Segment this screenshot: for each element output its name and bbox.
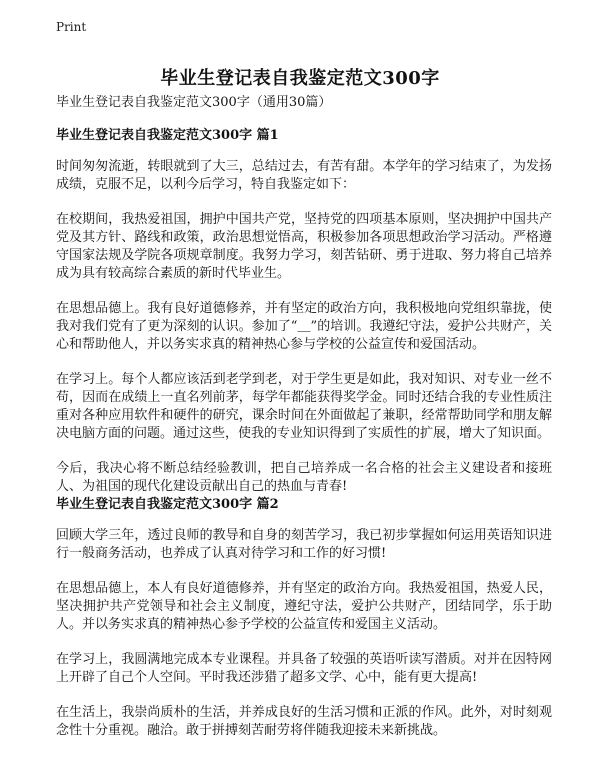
paragraph: 在学习上，我圆满地完成本专业课程。并具备了较强的英语听读写潜质。对并在因特网上开辟了自己个人空间。平时我还涉猎了超多文学、心中，能有更大提高! [56, 652, 552, 685]
paragraph: 时间匆匆流逝，转眼就到了大三，总结过去，有苦有甜。本学年的学习结束了，为发扬成绩，克服不足，以利今后学习，特自我鉴定如下： [56, 159, 552, 192]
section-1 [56, 127, 552, 496]
section-2 [56, 496, 552, 740]
section-heading: 毕业生登记表自我鉴定范文300字 篇1 [56, 128, 279, 143]
paragraph: 在校期间，我热爱祖国，拥护中国共产党，坚持党的四项基本原则，坚决拥护中国共产党及其方针、路线和政策，政治思想觉悟高，积极参加各项思想政治学习活动。严格遵守国家法规及学院各项规章制度。我努力学习，刻苦钻研、勇于进取、努力将自己培养成为具有较高综合素质的新时代毕业生。 [56, 212, 552, 281]
paragraph: 在思想品德上，本人有良好道德修养，并有坚定的政治方向。我热爱祖国，热爱人民，坚决拥护共产党领导和社会主义制度，遵纪守法，爱护公共财产，团结同学，乐于助人。并以务实求真的精神热心参予学校的公益宣传和爱国主义活动。 [56, 581, 552, 632]
section-heading: 毕业生登记表自我鉴定范文300字 篇2 [56, 497, 279, 512]
paragraph: 在生活上，我崇尚质朴的生活，并养成良好的生活习惯和正派的作风。此外，对时刻观念性十分重视。融洽。敢于拼搏刻苦耐劳将伴随我迎接未来新挑战。 [56, 705, 552, 738]
document-subtitle: 毕业生登记表自我鉴定范文300字（通用30篇） [56, 95, 332, 110]
paragraph: 今后，我决心将不断总结经验教训，把自己培养成一名合格的社会主义建设者和接班人、为祖国的现代化建设贡献出自己的热血与青春! [56, 461, 552, 494]
paragraph: 回顾大学三年，透过良师的教导和自身的刻苦学习，我已初步掌握如何运用英语知识进行一般商务活动，也养成了认真对待学习和工作的好习惯! [56, 528, 552, 561]
document-content [56, 94, 552, 740]
paragraph: 在思想品德上。我有良好道德修养，并有坚定的政治方向，我积极地向党组织靠拢，使我对我们党有了更为深刻的认识。参加了“＿”的培训。我遵纪守法，爱护公共财产，关心和帮助他人，并以务实求真的精神热心参与学校的公益宣传和爱国活动。 [56, 301, 552, 352]
print-link[interactable]: Print [56, 20, 87, 34]
page-title: 毕业生登记表自我鉴定范文300字 [160, 68, 440, 90]
paragraph: 在学习上。每个人都应该活到老学到老，对于学生更是如此，我对知识、对专业一丝不苟，因而在成绩上一直名列前茅，每学年都能获得奖学金。同时还结合我的专业性质注重对各种应用软件和硬件的研究，课余时间在外面做起了兼职，经常帮助同学和朋友解决电脑方面的问题。通过这些，使我的专业知识得到了实质性的扩展，增大了知识面。 [56, 372, 552, 441]
